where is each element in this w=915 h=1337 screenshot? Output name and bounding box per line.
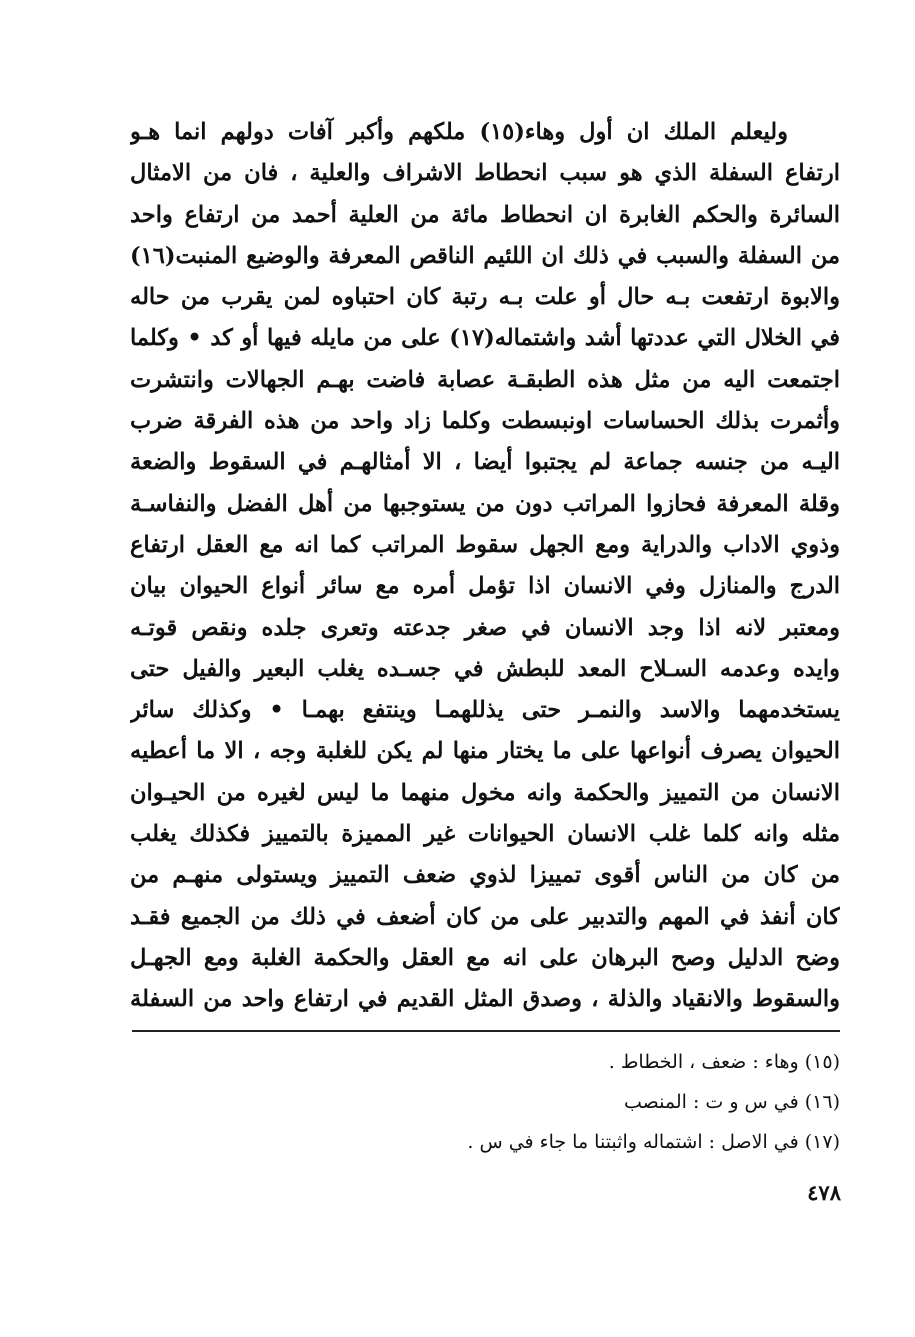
text-line: وأثمرت بذلك الحساسات اونبسطت وكلما زاد واحد من هذه الفرقة ضرب (130, 408, 840, 435)
page-number: ٤٧٨ (807, 1180, 841, 1205)
text-line: من كان من الناس أقوى تمييزا لذوي ضعف التمييز ويستولى منهـم من (130, 862, 840, 889)
text-line: والابوة ارتفعت بـه حال أو علت بـه رتبة كان احتباوه لمن يقرب من حاله (130, 284, 840, 311)
text-line: كان أنفذ في المهم والتدبير على من كان أضعف في ذلك من الجميع فقـد (130, 903, 840, 930)
text-line: والسقوط والانقياد والذلة ، وصدق المثل القديم في ارتفاع واحد من السفلة (130, 986, 840, 1013)
text-line: ومعتبر لانه اذا وجد الانسان في صغر جدعته وتعرى جلده ونقص قوتـه (130, 614, 840, 641)
text-line: الدرج والمنازل وفي الانسان اذا تؤمل أمره مع سائر أنواع الحيوان بيان (130, 573, 840, 600)
text-line: اجتمعت اليه من مثل هذه الطبقـة عصابة فاضت بهـم الجهالات وانتشرت (130, 366, 840, 393)
text-line: في الخلال التي عددتها أشد واشتماله(١٧) على من مايله فيها أو كد • وكلما (130, 325, 840, 352)
text-line: وذوي الاداب والدراية ومع الجهل سقوط المراتب كما انه مع العقل ارتفاع (130, 531, 840, 558)
text-line: السائرة والحكم الغابرة ان انحطاط مائة من العلية أحمد من ارتفاع واحد (130, 201, 840, 228)
text-line: اليـه من جنسه جماعة لم يجتبوا أيضا ، الا أمثالهـم في السقوط والضعة (130, 449, 840, 476)
footnote-divider (132, 1030, 840, 1032)
text-line: مثله وانه كلما غلب الانسان الحيوانات غير المميزة بالتمييز فكذلك يغلب (130, 821, 840, 848)
main-text-block (130, 112, 840, 1021)
footnote-15: (١٥) وهاء : ضعف ، الخطاط . (608, 1051, 840, 1073)
footnote-16: (١٦) في س و ت : المنصب (624, 1091, 840, 1113)
text-line: يستخدمهما والاسد والنمـر حتى يذللهمـا وينتفع بهمـا • وكذلك سائر (130, 697, 840, 724)
text-line: ارتفاع السفلة الذي هو سبب انحطاط الاشراف والعلية ، فان من الامثال (130, 160, 840, 187)
text-line: من السفلة والسبب في ذلك ان اللئيم الناقص المعرفة والوضيع المنبت(١٦) (130, 242, 840, 269)
text-line: وايده وعدمه السـلاح المعد للبطش في جسـده يغلب البعير والفيل حتى (130, 655, 840, 682)
text-line: وقلة المعرفة فحازوا المراتب دون من يستوجبها من أهل الفضل والنفاسـة (130, 490, 840, 517)
footnotes-block (300, 1042, 840, 1162)
text-line: وليعلم الملك ان أول وهاء(١٥) ملكهم وأكبر آفات دولهم انما هـو (130, 119, 788, 145)
footnote-17: (١٧) في الاصل : اشتماله واثبتنا ما جاء في س . (467, 1131, 840, 1153)
text-line: وضح الدليل وصح البرهان على انه مع العقل والحكمة الغلبة ومع الجهـل (130, 944, 840, 971)
text-line: الانسان من التمييز والحكمة وانه مخول منهما ما ليس لغيره من الحيـوان (130, 779, 840, 806)
text-line: الحيوان يصرف أنواعها على ما يختار منها لم يكن للغلبة وجه ، الا ما أعطيه (130, 738, 840, 765)
